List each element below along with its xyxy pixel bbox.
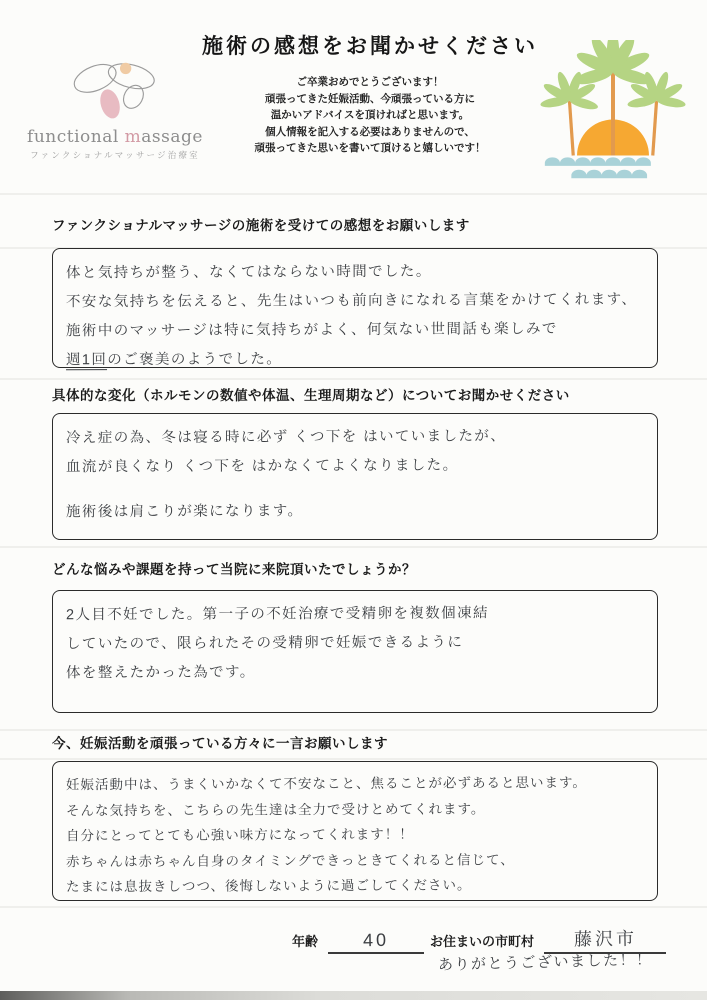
- handwritten-line: 2人目不妊でした。第一子の不妊治療で受精卵を複数個凍結: [65, 605, 489, 624]
- answer-box-physical-changes: [52, 413, 658, 540]
- handwritten-line: 施術中のマッサージは特に気持ちがよく、何気ない世間話も楽しみで: [65, 321, 558, 340]
- scan-edge-shadow: [0, 991, 707, 1000]
- form-header: [175, 30, 565, 157]
- answer-box-message-to-others: [52, 761, 658, 901]
- scan-streak: [0, 758, 707, 760]
- page-title: 施術の感想をお聞かせください: [202, 35, 538, 58]
- section-heading: 今、妊娠活動を頑張っている方々に一言お願いします: [52, 736, 388, 751]
- city-value: 藤沢市: [573, 928, 637, 950]
- age-field: [328, 931, 424, 954]
- answer-box-impressions: [52, 248, 658, 368]
- handwritten-line: 体と気持ちが整う、なくてはならない時間でした。: [65, 263, 432, 282]
- palm-trees-illustration: [533, 40, 693, 182]
- age-label: 年齢: [292, 934, 319, 949]
- handwritten-line: 妊娠活動中は、うまくいかなくて不安なこと、焦ることが必ずあると思います。: [65, 774, 587, 793]
- intro-line: 温かいアドバイスを頂ければと思います。: [270, 109, 470, 121]
- intro-line: ご卒業おめでとうございます！: [296, 76, 444, 88]
- section-heading: どんな悩みや課題を持って当院に来院頂いたでしょうか？: [52, 562, 416, 577]
- handwritten-line: 施術後は肩こりが楽になります。: [65, 503, 304, 521]
- city-label: お住まいの市町村: [430, 934, 535, 949]
- underlined-text: 週1回: [65, 352, 108, 369]
- handwritten-line: 冷え症の為、冬は寝る時に必ず くつ下を はいていましたが、: [65, 428, 507, 447]
- handwritten-line: 体を整えたかった為です。: [65, 664, 256, 682]
- handwritten-line: 血流が良くなり くつ下を はかなくてよくなりました。: [65, 457, 459, 476]
- handwritten-line: 週1回のご褒美のようでした。: [65, 351, 283, 369]
- handwritten-line: たまには息抜きしつつ、後悔しないように過ごしてください。: [65, 877, 472, 895]
- handwritten-line: 不安な気持ちを伝えると、先生はいつも前向きになれる言葉をかけてくれます、: [65, 291, 638, 311]
- handwritten-line: そんな気持ちを、こちらの先生達は全力で受けとめてくれます。: [65, 800, 486, 818]
- intro-text: [175, 74, 565, 157]
- handwritten-line: 自分にとってとても心強い味方になってくれます！！: [65, 826, 414, 844]
- intro-line: 個人情報を記入する必要はありませんので、: [265, 125, 475, 138]
- logo-wordmark: functional massage: [27, 127, 203, 147]
- section-heading: ファンクショナルマッサージの施術を受けての感想をお願いします: [52, 218, 470, 233]
- logo-subtitle: ファンクショナルマッサージ治療室: [30, 150, 200, 160]
- scan-streak: [0, 906, 707, 908]
- thanks-note: ありがとうございました！！: [437, 951, 653, 974]
- scan-streak: [0, 193, 707, 195]
- scan-streak: [0, 729, 707, 731]
- intro-line: 頑張ってきた思いを書いて頂けると嬉しいです！: [254, 142, 486, 154]
- answer-box-reason-for-visit: [52, 590, 658, 713]
- section-heading: 具体的な変化（ホルモンの数値や体温、生理周期など）についてお聞かせください: [52, 388, 570, 403]
- intro-line: 頑張ってきた妊娠活動、今頑張っている方に: [265, 92, 475, 105]
- scan-streak: [0, 378, 707, 380]
- logo-flower-icon: [40, 50, 190, 128]
- scan-streak: [0, 546, 707, 548]
- handwritten-line: していたので、限られたその受精卵で妊娠できるように: [65, 634, 464, 653]
- handwritten-line: 赤ちゃんは赤ちゃん自身のタイミングできっときてくれると信じて、: [65, 851, 515, 869]
- age-value: 40: [362, 929, 390, 951]
